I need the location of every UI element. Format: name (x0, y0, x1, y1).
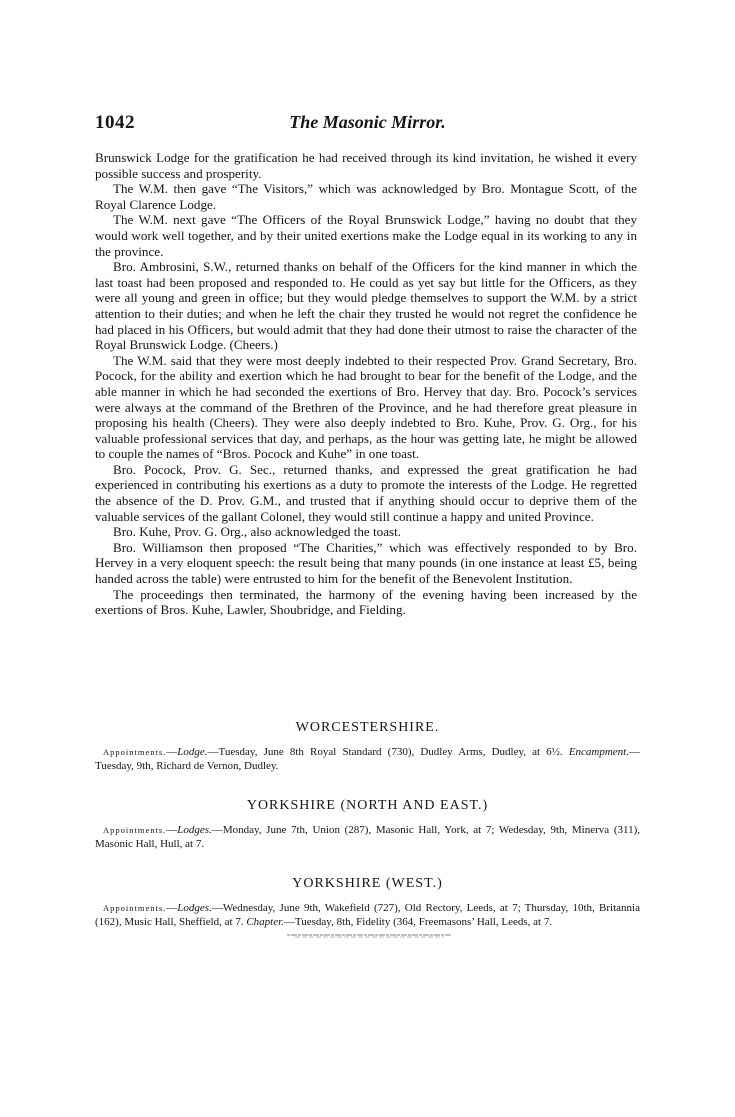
appointments-label: Appointments. (103, 747, 167, 757)
appointment-text: — (166, 746, 178, 758)
paragraph: Bro. Kuhe, Prov. G. Org., also acknowledged the toast. (113, 524, 402, 540)
paragraph: The proceedings then terminated, the harmony of the evening having been increased by the exertions of Bros. Kuhe, Lawler, Shoubridge, and Fielding. (95, 586, 637, 618)
appointment-kind: Encampment. (568, 746, 629, 758)
appointments-label: Appointments. (103, 903, 167, 913)
running-title: The Masonic Mirror. (289, 112, 446, 132)
paragraph: Bro. Williamson then proposed “The Charities,” which was effectively responded to by Bro. Hervey in a very eloquent speech: the result being that many pounds (in one instance at least £5, being handed across the table) were entrusted to him for the benefit of the Benevolent Institution. (95, 539, 637, 587)
section-heading-yorkshire-west: YORKSHIRE (WEST.) (292, 876, 443, 891)
appointment-text: — (166, 824, 178, 836)
section-heading-worcestershire: WORCESTERSHIRE. (295, 720, 440, 735)
appointments-label: Appointments. (103, 825, 167, 835)
paragraph: Brunswick Lodge for the gratification he had received through its kind invitation, he wished it every possible success and prosperity. (95, 150, 637, 181)
appointments-yorkshire-west (95, 901, 640, 929)
paragraph: Bro. Pocock, Prov. G. Sec., returned thanks, and expressed the great gratification he had experienced in contributing his exertions as a duty to promote the interests of the Lodge. He regretted the absence of the D. Prov. G.M., and trusted that if anything should occur to deprive them of the valuable services of the gallant Colonel, they would still continue a happy and united Province. (95, 461, 637, 524)
paragraph: Bro. Ambrosini, S.W., returned thanks on behalf of the Officers for the kind manner in which the last toast had been proposed and responded to. He could as yet say but little for the Officers, as they were all young and green in office; but they would pledge themselves to support the W.M. by a strict attention to their duties; and when he left the chair they trusted he would not regret the confidence he had placed in his Officers, but would admit that they had done their utmost to raise the character of the Royal Brunswick Lodge. (Cheers.) (95, 259, 637, 353)
report-body (95, 150, 637, 618)
paragraph: The W.M. next gave “The Officers of the Royal Brunswick Lodge,” having no doubt that they would work well together, and by their united exertions make the Lodge equal in its working to any in the province. (95, 212, 637, 259)
appointment-text: —Monday, June 7th, Union (287), Masonic Hall, York, at 7; Wedesday, 9th, Minerva (311), Masonic Hall, Hull, at 7. (95, 824, 640, 850)
appointment-kind: Chapter. (246, 916, 284, 928)
appointment-text: —Tuesday, June 8th Royal Standard (730), Dudley Arms, Dudley, at 6½. (207, 746, 569, 758)
paragraph: The W.M. said that they were most deeply indebted to their respected Prov. Grand Secretary, Bro. Pocock, for the ability and exertion which he had brought to bear for the benefit of the Lodge, and the able manner in which he had seconded the exertions of Bro. Hervey that day. Bro. Pocock’s services were always at the command of the Brethren of the Province, and he had therefore great pleasure in proposing his health (Cheers). They were also deeply indebted to Bro. Kuhe, Prov. G. Org., for his valuable professional services that day, and perhaps, as the hour was getting late, he might be allowed to couple the names of “Bros. Pocock and Kuhe” in one toast. (95, 352, 637, 462)
appointment-text: — (166, 902, 178, 914)
end-rule-ornament (287, 934, 452, 938)
appointment-kind: Lodge. (177, 746, 208, 758)
paragraph: The W.M. then gave “The Visitors,” which was acknowledged by Bro. Montague Scott, of the Royal Clarence Lodge. (95, 181, 637, 212)
page-header (95, 112, 640, 138)
appointment-text: —Tuesday, 9th, Richard de Vernon, Dudley. (95, 746, 640, 772)
page-number: 1042 (95, 112, 135, 133)
appointments-worcestershire (95, 745, 640, 773)
appointments-yorkshire-north-east (95, 823, 640, 851)
appointment-text: —Tuesday, 8th, Fidelity (364, Freemasons’ Hall, Leeds, at 7. (283, 916, 553, 928)
section-heading-yorkshire-north-east: YORKSHIRE (NORTH AND EAST.) (246, 798, 489, 813)
appointment-text: —Wednesday, June 9th, Wakefield (727), Old Rectory, Leeds, at 7; Thursday, 10th, Britannia (162), Music Hall, Sheffield, at 7. (95, 902, 640, 928)
appointment-kind: Lodges. (177, 902, 212, 914)
appointment-kind: Lodges. (177, 824, 212, 836)
